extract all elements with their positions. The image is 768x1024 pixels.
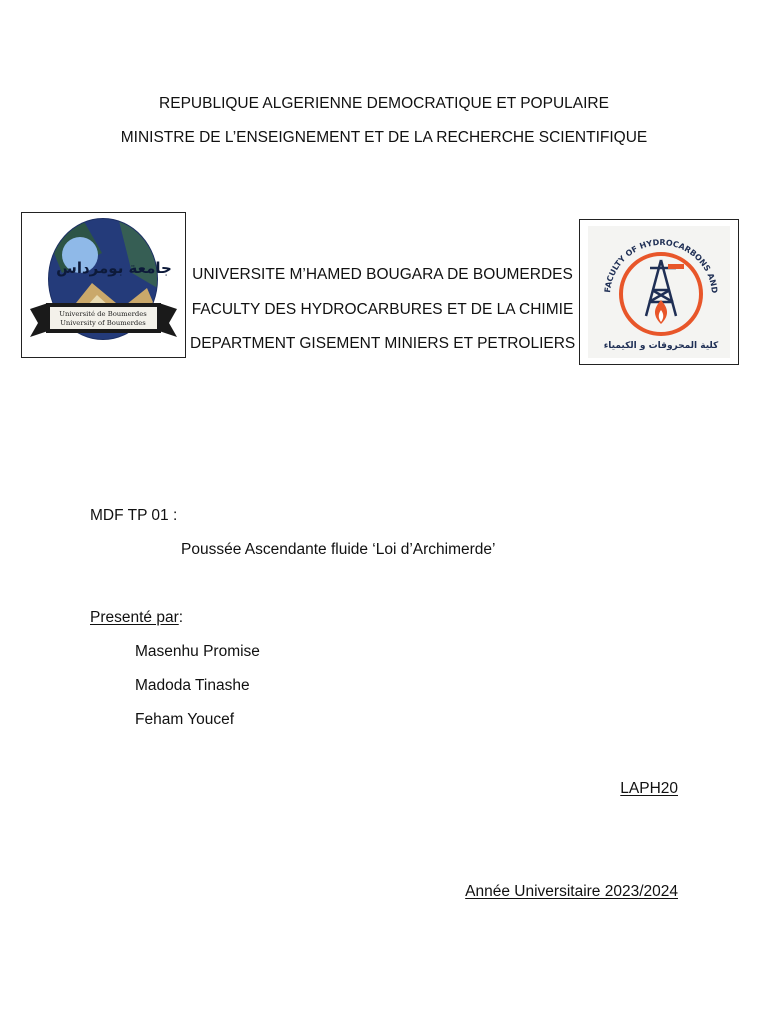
presented-by-colon: : <box>178 609 184 626</box>
presented-by-label: Presenté par <box>90 609 179 626</box>
group-code: LAPH20 <box>620 780 678 797</box>
logo-ring-text: FACULTY OF HYDROCARBONS AND <box>603 237 719 294</box>
logo-banner-en: University of Boumerdes <box>60 319 146 327</box>
faculty-logo-frame <box>579 219 739 365</box>
author-name: Feham Youcef <box>135 711 235 728</box>
faculty-name: FACULTY DES HYDROCARBURES ET DE LA CHIMIE <box>191 301 574 318</box>
presented-by <box>90 608 183 628</box>
republic-heading: REPUBLIQUE ALGERIENNE DEMOCRATIQUE ET POPULAIRE <box>159 95 609 112</box>
author-name: Masenhu Promise <box>135 643 260 660</box>
logo-arabic-text: جامعة بومرداس <box>56 259 172 277</box>
report-title: Poussée Ascendante fluide ‘Loi d’Archimerde’ <box>181 541 496 558</box>
logo-arabic-text: كلية المحروقات و الكيمياء <box>603 341 719 351</box>
department-name: DEPARTMENT GISEMENT MINIERS ET PETROLIERS <box>190 335 576 352</box>
faculty-of-hydrocarbons-and-chemistry-logo <box>580 220 738 364</box>
university-logo-frame <box>21 212 186 358</box>
logo-banner-fr: Université de Boumerdes <box>59 310 147 318</box>
university-name: UNIVERSITE M’HAMED BOUGARA DE BOUMERDES <box>192 266 573 283</box>
university-of-boumerdes-logo <box>22 213 185 357</box>
ministry-heading: MINISTRE DE L’ENSEIGNEMENT ET DE LA RECHERCHE SCIENTIFIQUE <box>120 129 648 146</box>
academic-year: Année Universitaire 2023/2024 <box>465 883 678 900</box>
author-name: Madoda Tinashe <box>135 677 250 694</box>
course-label: MDF TP 01 : <box>90 507 178 524</box>
